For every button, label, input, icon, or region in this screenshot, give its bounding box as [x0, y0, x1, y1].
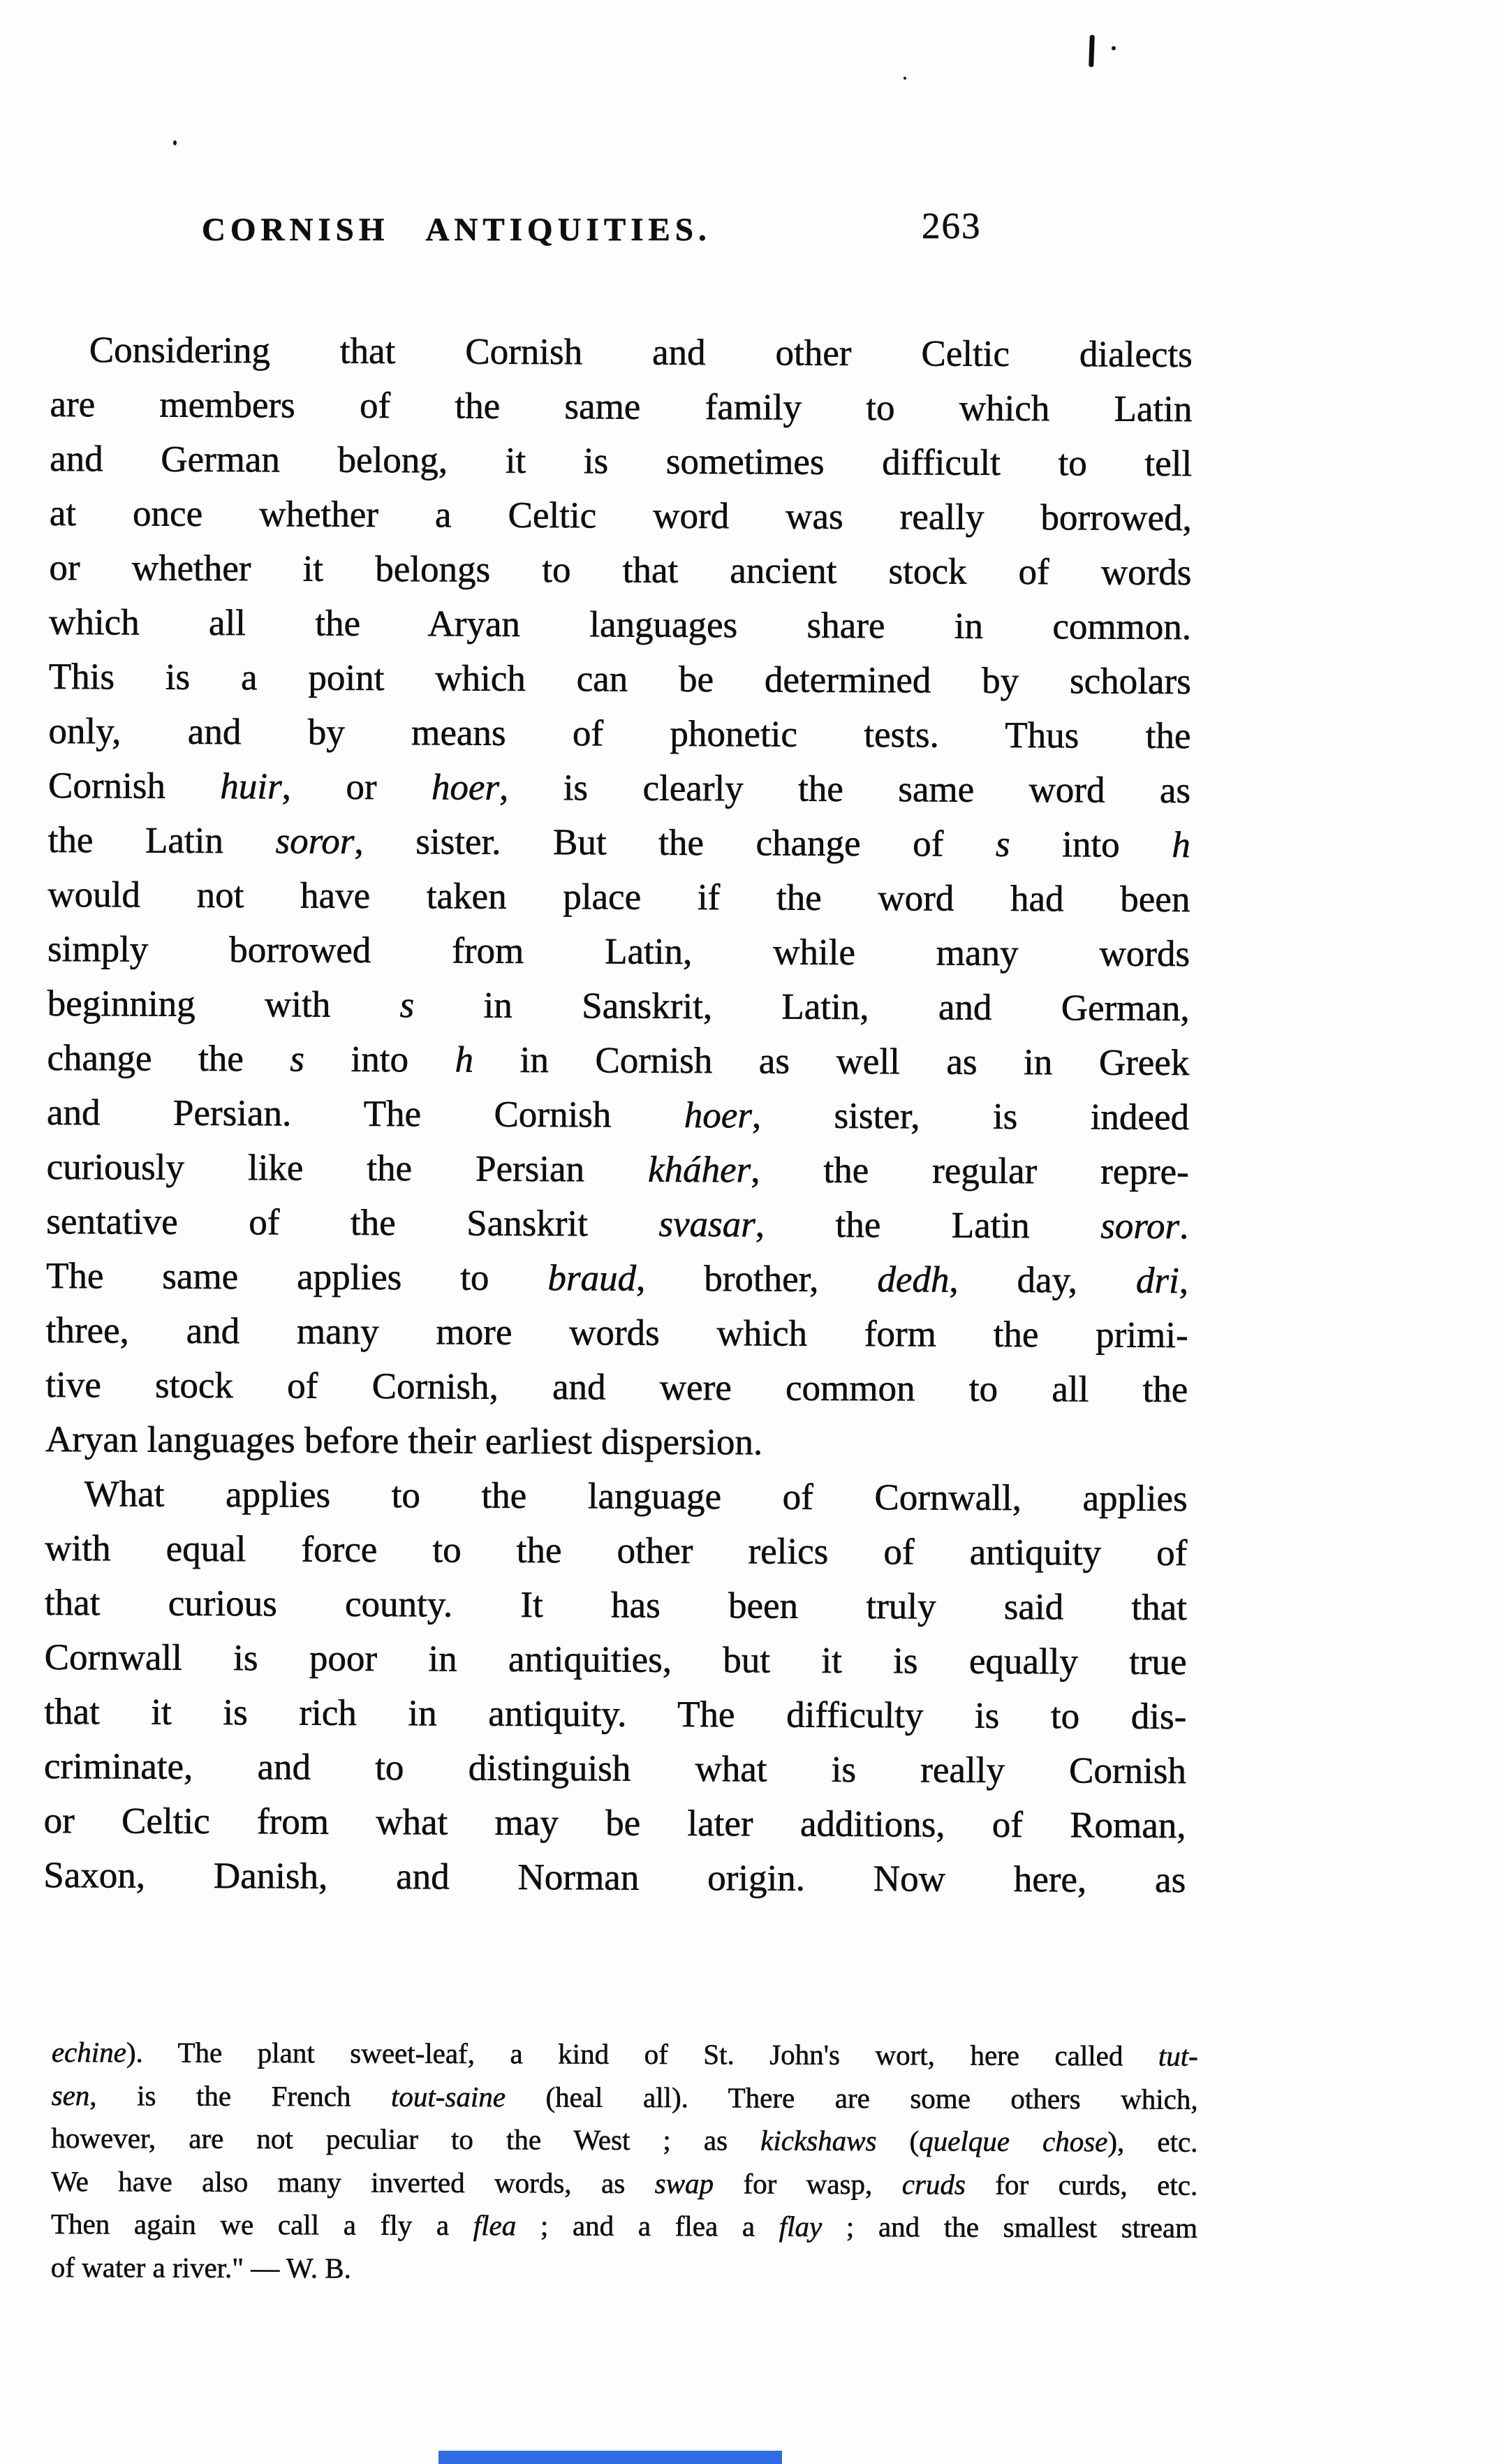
text-line: with equal force to the other relics of antiquity of [45, 1527, 1188, 1574]
scan-artifact-bar [438, 2451, 782, 2464]
scan-ink-mark [1089, 35, 1095, 67]
footnote-line: however, are not peculiar to the West ; as kickshaws (quelque chose), etc. [51, 2121, 1198, 2158]
text-line: Cornwall is poor in antiquities, but it is equally true [44, 1636, 1187, 1683]
paragraph [45, 323, 1193, 1472]
running-head [0, 205, 1497, 254]
footnote-line: echine). The plant sweet-leaf, a kind of St. John's wort, here called tut- [51, 2036, 1198, 2072]
text-line: would not have taken place if the word had been [47, 874, 1190, 921]
text-line: are members of the same family to which Latin [50, 383, 1193, 430]
text-line: that it is rich in antiquity. The difficulty is to dis- [44, 1691, 1187, 1738]
text-line: or whether it belongs to that ancient stock of words [49, 547, 1192, 594]
text-line: Considering that Cornish and other Celtic dialects [89, 330, 1193, 376]
text-line: Aryan languages before their earliest dispersion. [45, 1418, 763, 1463]
text-line: that curious county. It has been truly said that [44, 1582, 1188, 1629]
body-text [43, 323, 1193, 1907]
text-line: tive stock of Cornish, and were common to all the [45, 1364, 1188, 1411]
text-line: simply borrowed from Latin, while many words [47, 928, 1190, 975]
text-line: the Latin soror, sister. But the change of s into h [47, 819, 1190, 866]
scan-speck [1112, 46, 1116, 50]
text-line: curiously like the Persian kháher, the regular repre- [46, 1146, 1189, 1193]
footnote [51, 2031, 1198, 2293]
text-line: which all the Aryan languages share in common. [49, 601, 1192, 648]
text-line: at once whether a Celtic word was really borrowed, [49, 492, 1192, 539]
text-line: The same applies to braud, brother, dedh, day, dri, [45, 1255, 1189, 1302]
text-line: Saxon, Danish, and Norman origin. Now here, as [43, 1854, 1186, 1901]
text-line: beginning with s in Sanskrit, Latin, and German, [47, 983, 1190, 1029]
footnote-line: Then again we call a fly a flea ; and a flea a flay ; and the smallest stream [50, 2207, 1198, 2244]
footnote-line: We have also many inverted words, as swap for wasp, cruds for curds, etc. [51, 2164, 1198, 2201]
text-line: three, and many more words which form the primi- [45, 1310, 1188, 1356]
scan-speck [173, 140, 177, 145]
page-number: 263 [922, 206, 982, 247]
paragraph [43, 1467, 1188, 1907]
text-line: change the s into h in Cornish as well as in Greek [47, 1037, 1190, 1084]
scan-speck [904, 77, 906, 80]
text-line: sentative of the Sanskrit svasar, the Latin soror. [46, 1201, 1189, 1247]
text-line: and German belong, it is sometimes difficult to tell [50, 438, 1193, 485]
text-line: Cornish huir, or hoer, is clearly the same word as [47, 765, 1191, 812]
footnote-line: of water a river." — W. B. [50, 2250, 351, 2284]
text-line: What applies to the language of Cornwall, applies [84, 1474, 1188, 1520]
text-line: This is a point which can be determined by scholars [48, 656, 1191, 703]
text-line: or Celtic from what may be later additions, of Roman, [43, 1800, 1186, 1847]
text-line: criminate, and to distinguish what is really Cornish [43, 1745, 1187, 1792]
footnote-line: sen, is the French tout-saine (heal all). There are some others which, [51, 2078, 1198, 2115]
text-line: only, and by means of phonetic tests. Thus the [48, 710, 1191, 757]
page-header-title: CORNISH ANTIQUITIES. [202, 212, 711, 248]
text-line: and Persian. The Cornish hoer, sister, is indeed [46, 1092, 1190, 1138]
